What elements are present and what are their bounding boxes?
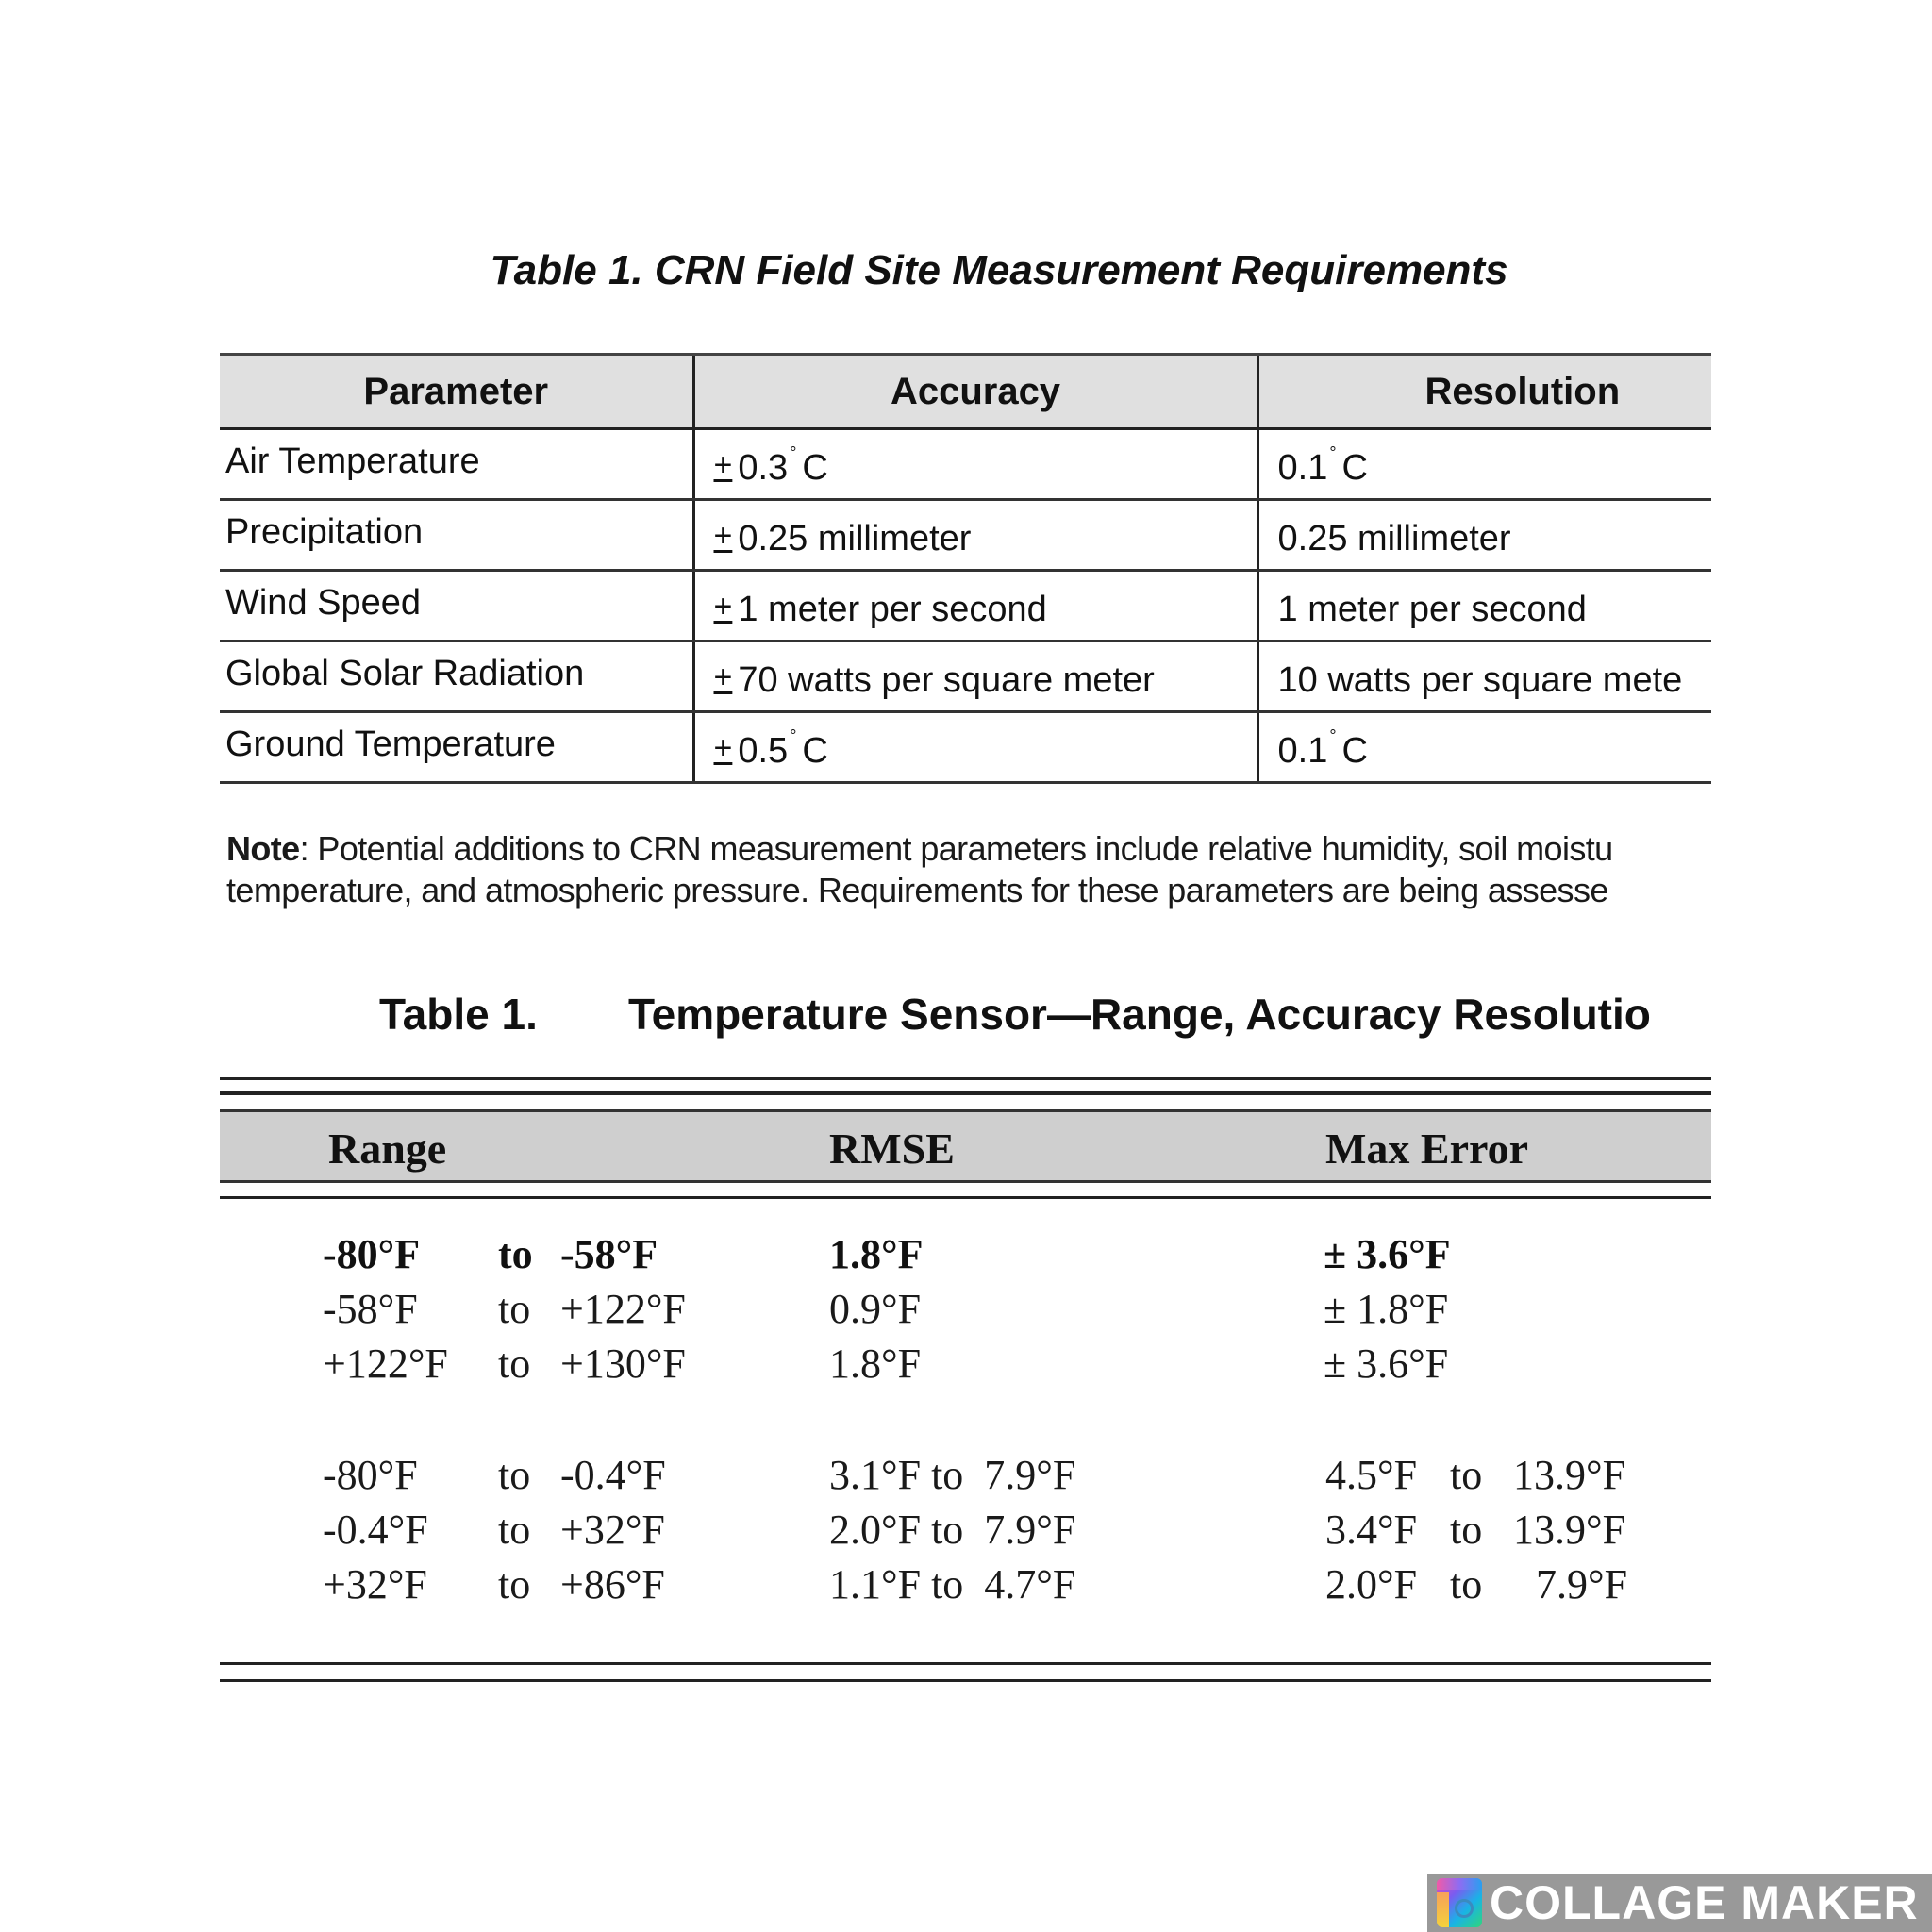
header-max-error: Max Error xyxy=(1325,1124,1529,1173)
table-row xyxy=(220,500,1711,571)
table-b-title xyxy=(379,989,1711,1040)
header-resolution: Resolution xyxy=(1257,355,1711,429)
parameter-cell: Air Temperature xyxy=(220,426,693,497)
resolution-cell: 0.1 ° C xyxy=(1257,429,1711,500)
top-rule-thick xyxy=(220,1091,1711,1095)
parameter-cell: Ground Temperature xyxy=(220,709,693,780)
bottom-rule-1 xyxy=(220,1662,1711,1665)
plus-minus-sign: + xyxy=(713,658,733,695)
table-b-header xyxy=(220,1109,1711,1183)
table-row xyxy=(220,641,1711,712)
note-line-1: Note: Potential additions to CRN measurement parameters include relative humidity, soil moistu xyxy=(226,829,1613,868)
plus-minus-sign: + xyxy=(713,729,733,766)
header-rmse: RMSE xyxy=(829,1124,955,1173)
resolution-cell: 1 meter per second xyxy=(1257,571,1711,641)
collage-maker-watermark xyxy=(1427,1874,1932,1932)
note-line-2: temperature, and atmospheric pressure. Requirements for these parameters are being assesse xyxy=(226,871,1608,909)
accuracy-cell: + 1 meter per second xyxy=(693,571,1257,641)
watermark-text: COLLAGE MAKER xyxy=(1490,1876,1919,1929)
crn-requirements-table xyxy=(220,353,1711,784)
plus-minus-sign: + xyxy=(713,517,733,554)
table-note xyxy=(226,828,1711,911)
plus-minus-sign: + xyxy=(713,588,733,625)
bottom-rule-2 xyxy=(220,1679,1711,1682)
parameter-cell: Precipitation xyxy=(220,497,693,568)
document-page: Table 1. CRN Field Site Measurement Requirements Parameter Accuracy Resolution Air Temperature + 0.3 ° C 0.1 ° C Precipitation + 0.25 millimeter 0.25 millimeter Wind Speed + 1 meter per second 1 meter per second Global Solar Radiation + 70 watts per square meter 10 watts per square mete Ground Temperature + 0.5 ° C 0.1 ° C Note: Potential additions to CRN measurement parameters include relative humidity, soil moistu temperature, and atmospheric pressure. Requirements for these parameters are being assesse Table 1. Temperature Sensor—Range, Accuracy Resolutio Range RMSE Max Error -80°F to -58°F 1.8°F ± 3.6°F -58°F to +122°F 0.9°F ± 1.8°F +122°F to +130°F 1.8°F ± 3.6°F -80°F to -0.4°F 3.1°F to 7.9°F 4.5°F to 13.9°F -0.4°F to +32°F 2.0°F to 7.9°F 3.4°F to 13.9°F +32°F to +86°F 1.1°F to 4.7°F 2.0°F to 7.9°F COLLAGE MAKER xyxy=(0,0,1932,1932)
parameter-cell: Global Solar Radiation xyxy=(220,639,693,709)
resolution-cell: 0.1 ° C xyxy=(1257,712,1711,783)
accuracy-cell: + 70 watts per square meter xyxy=(693,641,1257,712)
table-b-number: Table 1. xyxy=(379,990,538,1039)
header-bottom-rule xyxy=(220,1196,1711,1199)
parameter-cell: Wind Speed xyxy=(220,568,693,639)
note-label: Note xyxy=(226,829,300,868)
collage-maker-logo-icon xyxy=(1437,1878,1482,1927)
accuracy-cell: + 0.5 ° C xyxy=(693,712,1257,783)
table-header-row xyxy=(220,355,1711,429)
plus-minus-sign: + xyxy=(713,446,733,483)
table-b-caption: Temperature Sensor—Range, Accuracy Resolutio xyxy=(628,990,1651,1039)
table-row xyxy=(220,429,1711,500)
table-row xyxy=(220,571,1711,641)
resolution-cell: 10 watts per square mete xyxy=(1257,641,1711,712)
accuracy-cell: + 0.3 ° C xyxy=(693,429,1257,500)
header-accuracy: Accuracy xyxy=(693,355,1257,429)
table-a-title: Table 1. CRN Field Site Measurement Requirements xyxy=(490,247,1508,293)
table-row xyxy=(220,712,1711,783)
header-range: Range xyxy=(328,1124,447,1173)
header-parameter: Parameter xyxy=(220,355,693,429)
accuracy-cell: + 0.25 millimeter xyxy=(693,500,1257,571)
resolution-cell: 0.25 millimeter xyxy=(1257,500,1711,571)
top-rule-thin xyxy=(220,1077,1711,1080)
